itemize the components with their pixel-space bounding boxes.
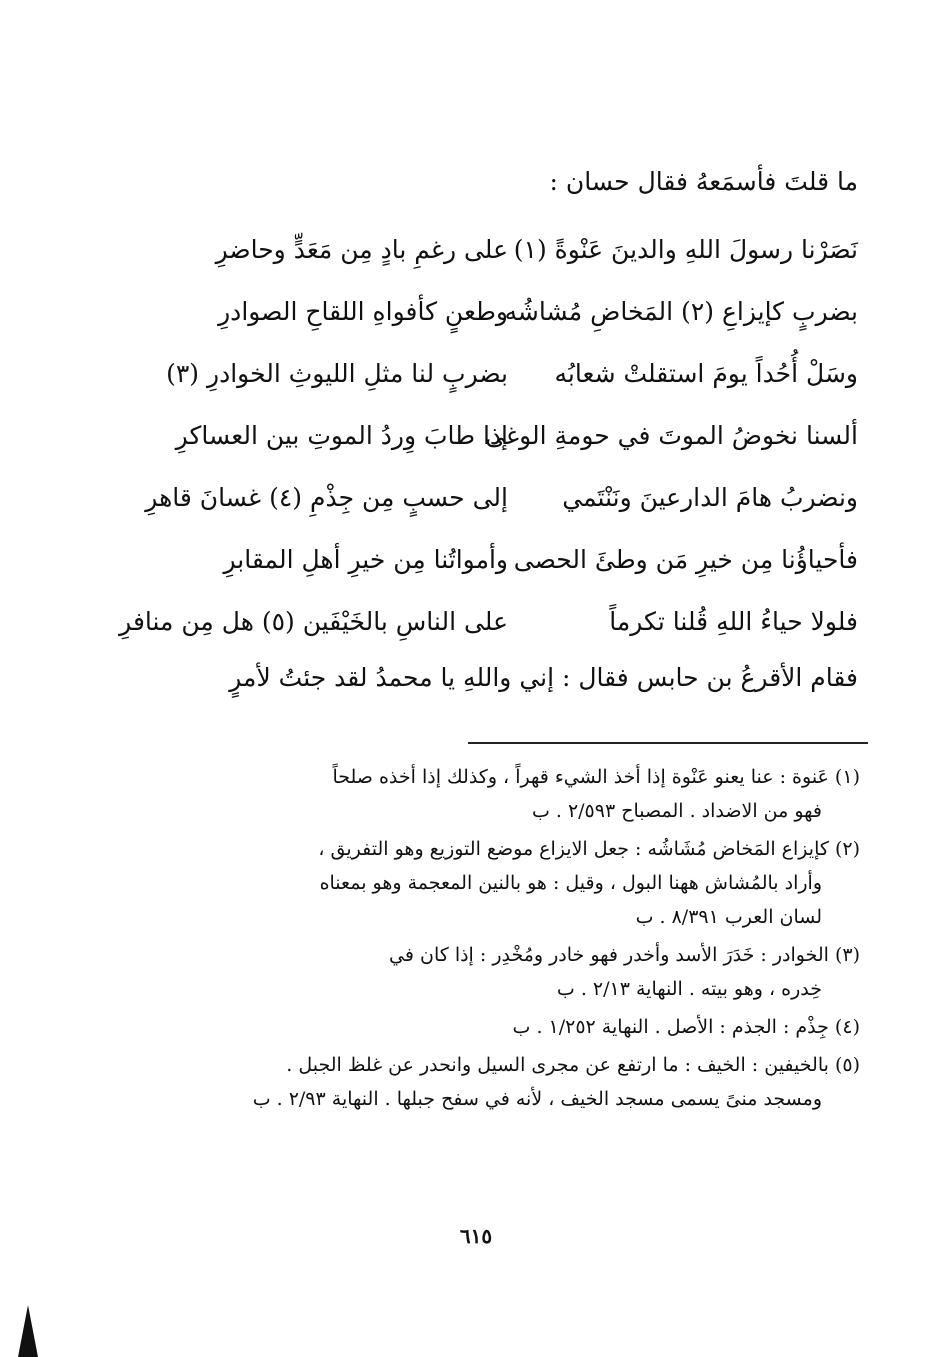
verse-first-hemistich: وسَلْ أُحُداً يومَ استقلتْ شعابُه	[554, 358, 858, 388]
footnote	[160, 1010, 860, 1044]
footnote-divider	[468, 742, 868, 744]
footnote-line: (١) عَنوة : عنا يعنو عَنْوة إذا أخذ الشيء قهراً ، وكذلك إذا أخذه صلحاً	[332, 766, 860, 788]
verse	[158, 342, 858, 404]
poem	[119, 218, 858, 652]
verse-first-hemistich: نَصَرْنا رسولَ اللهِ والدينَ عَنْوةً (١)	[513, 234, 858, 264]
verse-second-hemistich: على الناسِ بالخَيْفَين (٥) هل مِن منافرِ	[119, 606, 508, 636]
verse	[158, 528, 858, 590]
verse	[158, 280, 858, 342]
verse-second-hemistich: بضربٍ لنا مثلِ الليوثِ الخوادرِ (٣)	[166, 358, 508, 388]
page-number: ٦١٥	[459, 1224, 493, 1248]
footnotes	[160, 760, 860, 1120]
footnote-line: خِدره ، وهو بيته . النهاية ٢/١٣ . ب	[556, 978, 822, 1000]
verse	[158, 218, 858, 280]
verse	[145, 466, 858, 528]
verse-second-hemistich: إذا طابَ وِردُ الموتِ بين العساكرِ	[175, 420, 508, 450]
verse-second-hemistich: على رغمِ بادٍ مِن مَعَدٍّ وحاضرِ	[215, 234, 508, 264]
footnote	[160, 1048, 860, 1116]
verse-second-hemistich: وأمواتُنا مِن خيرِ أهلِ المقابرِ	[223, 544, 508, 574]
footnote-line: (٥) بالخيفين : الخيف : ما ارتفع عن مجرى السيل وانحدر عن غلظ الجبل .	[286, 1054, 860, 1076]
footnote-line: ومسجد منىً يسمى مسجد الخيف ، لأنه في سفح جبلها . النهاية ٢/٩٣ . ب	[252, 1088, 822, 1110]
verse-first-hemistich: ونضربُ هامَ الدارعينَ ونَنْتَمي	[562, 482, 858, 512]
verse-second-hemistich: إلى حسبٍ مِن جِذْمِ (٤) غسانَ قاهرِ	[145, 482, 508, 512]
footnote-line: فهو من الاضداد . المصباح ٢/٥٩٣ . ب	[531, 800, 822, 822]
scan-edge-mark	[18, 1305, 38, 1357]
footnote	[160, 938, 860, 1006]
footnote-line: وأراد بالمُشاش ههنا البول ، وقيل : هو بالنين المعجمة وهو بمعناه	[319, 872, 822, 894]
verse	[119, 590, 858, 652]
footnote-line: (٤) جِذْم : الجذم : الأصل . النهاية ١/٢٥٢ . ب	[512, 1016, 860, 1038]
footnote-line: (٢) كإيزاع المَخاض مُشَاشُه : جعل الايزاع موضع التوزيع وهو التفريق ،	[318, 838, 860, 860]
verse-first-hemistich: ألسنا نخوضُ الموتَ في حومةِ الوغى	[485, 420, 858, 450]
continuation-line: فقام الأقرعُ بن حابس فقال : إني واللهِ يا محمدُ لقد جئتُ لأمرٍ	[229, 663, 858, 692]
intro-line: ما قلتَ فأسمَعهُ فقال حسان :	[549, 167, 858, 196]
verse-first-hemistich: بضربٍ كإيزاعِ (٢) المَخاضِ مُشاشُه	[504, 296, 858, 326]
verse	[158, 404, 858, 466]
verse-first-hemistich: فأحياؤُنا مِن خيرِ مَن وطئَ الحصى	[513, 544, 858, 574]
footnote-line: لسان العرب ٨/٣٩١ . ب	[635, 906, 822, 928]
footnote	[160, 832, 860, 934]
verse-first-hemistich: فلولا حياءُ اللهِ قُلنا تكرماً	[609, 606, 858, 636]
footnote	[160, 760, 860, 828]
footnote-line: (٣) الخوادر : خَدَرَ الأسد وأخدر فهو خادر ومُخْدِر : إذا كان في	[389, 944, 860, 966]
verse-second-hemistich: وطعنٍ كأفواهِ اللقاحِ الصوادرِ	[218, 296, 508, 326]
